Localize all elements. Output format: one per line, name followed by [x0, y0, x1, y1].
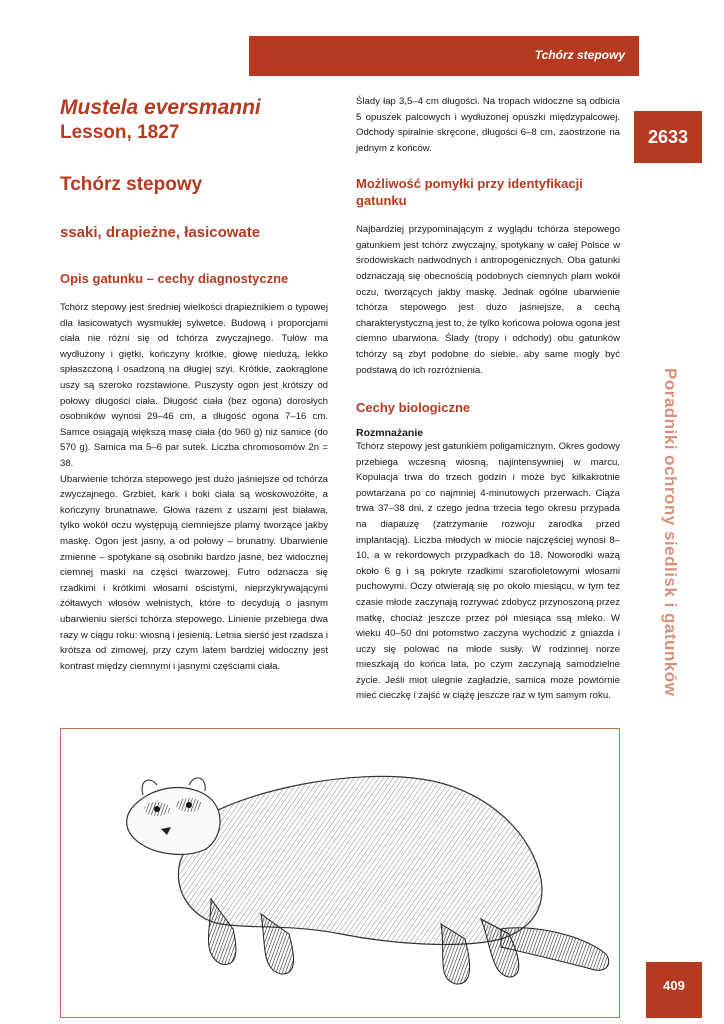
section-title-confusion: Możliwość pomyłki przy identyfikacji gatunku [356, 176, 583, 209]
species-author: Lesson, 1827 [60, 122, 180, 144]
side-tab-number: 2633 [634, 111, 702, 163]
left-column [60, 92, 328, 674]
paragraph-confusion: Najbardziej przypominającym z wyglądu tchórza stepowego gatunkiem jest tchórz zwyczajny, spotykany w całej Polsce w środowiskach nadwodnych i antropogenicznych. Oba gatunki odznaczają się obecnością podobnych ciemnych plam wokół oczu, tworzących jakby maskę. Jednak ogólne ubarwienie tchórza stepowego jest dużo jaśniejsze, a cechą charakterystyczną jest to, że tylko końcowa połowa ogona jest ciemno ubarwiona. Ślady (tropy i odchody) obu gatunków tchórzy są zbyt podobne do siebie, aby same mogły być podstawą do ich rozróżnienia. [356, 224, 620, 376]
species-polish-name: Tchórz stepowy [60, 174, 203, 196]
subsection-title-reproduction: Rozmnażanie [356, 426, 424, 439]
paragraph-description-2: Ubarwienie tchórza stepowego jest dużo jaśniejsze od tchórza zwyczajnego. Grzbiet, kark i boki ciała są woskowożółte, a kończyny brunatnawe. Głowa razem z uszami jest biaława, tylko wokół oczu występują ciemniejsze plamy tworzące jakby maskę. Ogon jest jasny, a od połowy – brunatny. Ubarwienie zmienne – spotykane są osobniki bardzo jasne, bez widocznej ciemnej maski na części twarzowej. Futro odznacza się rzadkimi i krótkimi włosami ościstymi, nieprzykrywającymi żółtawych włosów wełnistych, które to decydują o jasnym ubarwieniu sierści tchórza stepowego. Linienie przebiega dwa razy w ciągu roku: wiosną i jesienią. Letnia sierść jest rzadsza i krótsza od zimowej, przy czym latem bardziej widoczny jest kontrast między ciemnymi i jasnymi częściami ciała. [60, 473, 328, 672]
header-bar [249, 36, 639, 76]
section-title-description: Opis gatunku – cechy diagnostyczne [60, 271, 289, 287]
steppe-polecat-illustration [61, 729, 619, 1017]
species-latin-name: Mustela eversmanni [60, 96, 261, 119]
species-classification: ssaki, drapieżne, łasicowate [60, 224, 261, 242]
page-number: 409 [646, 962, 702, 1018]
paragraph-reproduction: Tchórz stepowy jest gatunkiem poligamicznym. Okres godowy przebiega wczesną wiosną, najintensywniej w marcu. Kopulacja trwa do trzech godzin i może być kilkakrotnie powtarzana po co najmniej 4-minutowych przerwach. Ciąża trwa 37–38 dni, z czego jedna trzecia tego okresu przypada na diapauzę (zatrzymanie rozwoju zarodka przed implantacją). Liczba młodych w miocie najczęściej wynosi 8–10, a w rekordowych przypadkach do 18. Noworodki ważą około 6 g i są pokryte rzadkimi szarofioletowymi włosami puchowymi. Oczy otwierają się po około miesiącu, w tym też czasie młode zaczynają rozrywać zdobycz przynoszoną przez matkę, chociaż jeszcze przez pół miesiąca ssą mleko. W wieku 40–50 dni potomstwo zaczyna wychodzić z gniazda i uczy się polować na młode susły. W rodzinnej norze mieszkają do końca lata, po czym zaczynają samodzielne życie. Jeśli miot ulegnie zagładzie, samica może powtórnie mieć cieczkę i zajść w ciążę jeszcze raz w tym samym roku. [356, 440, 620, 702]
paragraph-tracks: Ślady łap 3,5–4 cm długości. Na tropach widoczne są odbicia 5 opuszek palcowych i wydłużonej opuszki międzypalcowej. Odchody spiralnie skręcone, długości 6–8 cm, zaostrzone na jednym z końców. [356, 96, 620, 154]
paragraph-description-1: Tchórz stepowy jest średniej wielkości drapieżnikiem o typowej dla łasicowatych wysmukłej sylwetce. Budową i proporcjami ciała nie różni się od tchórza zwyczajnego. Tułów ma wydłużony i giętki, kończyny krótkie, głowę niedużą, lekko spłaszczoną i osadzoną na długiej szyi. Krótkie, zaokrąglone uszy są szeroko rozstawione. Puszysty ogon jest krótszy od połowy długości ciała. Długość ciała (bez ogona) dorosłych osobników wynosi 29–46 cm, a długość ogona 7–16 cm. Samce osiągają większą masę ciała (do 960 g) niż samice (do 570 g). Samica ma 5–6 par sutek. Liczba chromosomów 2n = 38. [60, 302, 328, 469]
illustration-frame [60, 728, 620, 1018]
side-series-title: Poradniki ochrony siedlisk i gatunków [661, 368, 680, 697]
right-column [356, 94, 620, 704]
section-title-biology: Cechy biologiczne [356, 400, 471, 416]
running-header-title: Tchórz stepowy [534, 48, 625, 62]
